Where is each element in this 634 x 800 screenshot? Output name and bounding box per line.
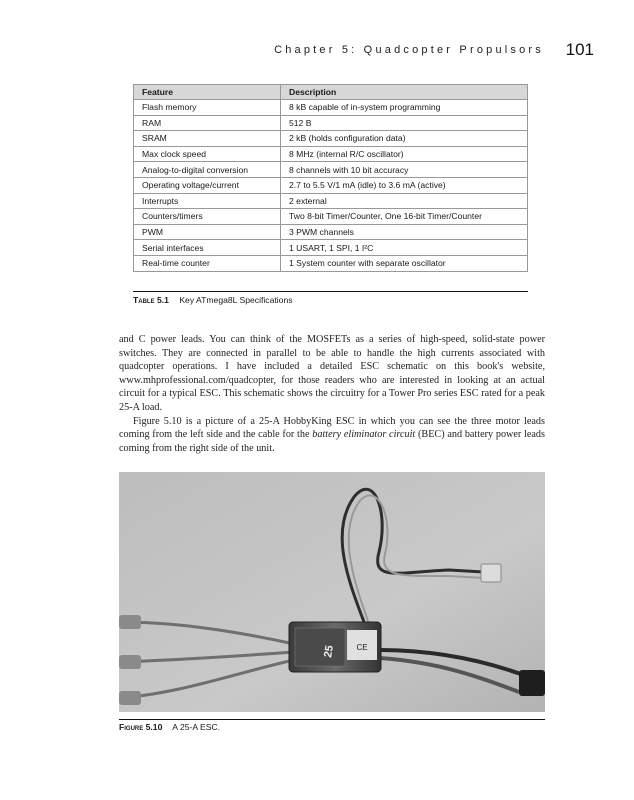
table-caption [133, 295, 293, 305]
figure-caption-label: Figure 5.10 [119, 722, 163, 732]
paragraph-2 [119, 415, 545, 456]
paragraph-2-start: Figure 5.10 is a picture of a 25-A HobbyKing ESC in which you can see the three motor leads coming from the left side and the cable for the [119, 415, 545, 441]
feature-cell: Serial interfaces [134, 240, 281, 256]
chapter-title: Chapter 5: Quadcopter Propulsors [274, 44, 544, 56]
table-row [134, 162, 528, 178]
esc-rating-label: 25 [322, 644, 337, 659]
figure-caption [119, 722, 220, 732]
feature-cell: PWM [134, 224, 281, 240]
table-row [134, 100, 528, 116]
description-cell: 2 external [281, 193, 528, 209]
table-row [134, 131, 528, 147]
feature-cell: Analog-to-digital conversion [134, 162, 281, 178]
header-description: Description [281, 85, 528, 100]
table-caption-text: Key ATmega8L Specifications [179, 295, 293, 305]
figure-caption-text: A 25-A ESC. [172, 722, 221, 732]
table-row [134, 177, 528, 193]
table-row [134, 146, 528, 162]
page-number: 101 [565, 40, 594, 59]
photo-background [119, 472, 545, 712]
description-cell: 512 B [281, 115, 528, 131]
description-cell: 8 kB capable of in-system programming [281, 100, 528, 116]
ce-mark: CE [356, 643, 368, 652]
description-cell: 2 kB (holds configuration data) [281, 131, 528, 147]
feature-cell: Operating voltage/current [134, 177, 281, 193]
page-header [0, 40, 634, 64]
description-cell: 8 MHz (internal R/C oscillator) [281, 146, 528, 162]
paragraph-1: and C power leads. You can think of the MOSFETs as a series of high-speed, solid-state power switches. They are connected in parallel to be able to handle the high currents associated with quadcopter operations. I have included a detailed ESC schematic on this book's website, www.mhprofessional.com/quadcopter, for those readers who are interested in looking at an actual circuit for a typical ESC. This schematic shows the circuitry for a Tower Pro series ESC rated for a peak 25-A load. [119, 334, 545, 413]
esc-photo [119, 472, 545, 712]
feature-cell: RAM [134, 115, 281, 131]
feature-cell: Flash memory [134, 100, 281, 116]
table-row [134, 115, 528, 131]
spec-table [133, 84, 528, 272]
table-row [134, 240, 528, 256]
body-text [119, 333, 545, 455]
paragraph-2-end: (BEC) and battery power leads coming from the right side of the unit. [119, 429, 545, 454]
feature-cell: Max clock speed [134, 146, 281, 162]
description-cell: 2.7 to 5.5 V/1 mA (idle) to 3.6 mA (active) [281, 177, 528, 193]
table-caption-label: Table 5.1 [133, 295, 169, 305]
esc-photo-svg [119, 472, 545, 712]
description-cell: 1 System counter with separate oscillator [281, 255, 528, 271]
header-feature: Feature [134, 85, 281, 100]
table-row [134, 209, 528, 225]
esc-body [289, 622, 381, 672]
feature-cell: Real-time counter [134, 255, 281, 271]
table-row [134, 224, 528, 240]
paragraph-2-italic: battery eliminator circuit [312, 429, 416, 441]
figure-caption-rule [119, 719, 545, 720]
description-cell: 1 USART, 1 SPI, 1 I²C [281, 240, 528, 256]
table-row [134, 255, 528, 271]
table-row [134, 193, 528, 209]
feature-cell: Counters/timers [134, 209, 281, 225]
table-caption-rule [133, 291, 528, 292]
description-cell: 3 PWM channels [281, 224, 528, 240]
feature-cell: SRAM [134, 131, 281, 147]
description-cell: Two 8-bit Timer/Counter, One 16-bit Timer/Counter [281, 209, 528, 225]
table-header-row [134, 85, 528, 100]
feature-cell: Interrupts [134, 193, 281, 209]
description-cell: 8 channels with 10 bit accuracy [281, 162, 528, 178]
